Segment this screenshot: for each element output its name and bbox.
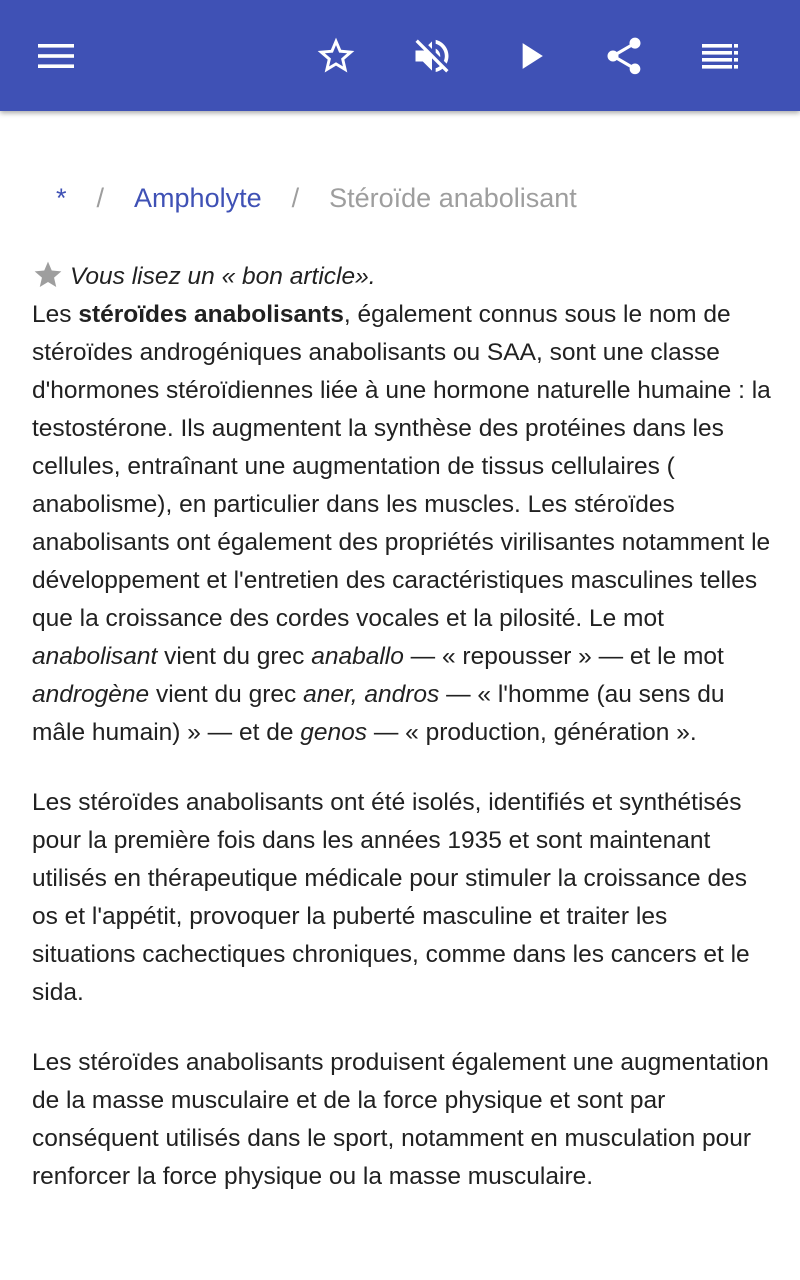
article-paragraph: Les stéroïdes anabolisants ont été isolés, identifiés et synthétisés pour la première fois dans les années 1935 et sont maintenant utilisés en thérapeutique médicale pour stimuler la croissance des os et l'appétit, provoquer la puberté masculine et traiter les situations cachectiques chroniques, comme dans les cancers et le sida. (32, 789, 750, 1006)
menu-icon (36, 41, 76, 71)
volume-off-icon (410, 34, 454, 78)
mute-button[interactable] (396, 0, 468, 111)
play-button[interactable] (494, 0, 566, 111)
breadcrumb-parent-link[interactable]: Ampholyte (134, 182, 262, 213)
italic-term: aner, andros (303, 681, 440, 708)
bookmark-button[interactable] (300, 0, 372, 111)
article-paragraph: Les stéroïdes anabolisants, également connus sous le nom de stéroïdes androgéniques anabolisants ou SAA, sont une classe d'hormones stéroïdiennes liée à une hormone naturelle humaine : la testostérone. Ils augmentent la synthèse des protéines dans les cellules, entraînant une augmentation de tissus cellulaires ( anabolisme), en particulier dans les muscles. Les stéroïdes anabolisants ont également des propriétés virilisantes notamment le développement et l'entretien des caractéristiques masculines telles que la croissance des cordes vocales et la pilosité. Le mot anabolisant vient du grec anaballo — « repousser » — et le mot androgène vient du grec aner, andros — « l'homme (au sens du mâle humain) » — et de genos — « production, génération ». (32, 301, 771, 746)
italic-term: anabolisant (32, 643, 158, 670)
share-icon (602, 34, 646, 78)
star-icon (32, 259, 64, 291)
italic-term: androgène (32, 681, 150, 708)
contents-button[interactable] (684, 0, 756, 111)
app-bar (0, 0, 800, 111)
good-article-notice (32, 258, 772, 296)
breadcrumb-separator: / (291, 182, 300, 213)
article-subject: stéroïdes anabolisants (78, 301, 344, 328)
good-article-text: Vous lisez un « bon article». (70, 263, 376, 290)
menu-button[interactable] (20, 0, 92, 111)
playlist-icon (700, 41, 740, 71)
article-paragraph: Les stéroïdes anabolisants produisent également une augmentation de la masse musculaire et de la force physique et sont par conséquent utilisés dans le sport, notamment en musculation pour renforcer la force physique ou la masse musculaire. (32, 1049, 769, 1190)
breadcrumb (56, 178, 577, 218)
breadcrumb-root-link[interactable]: * (56, 182, 67, 213)
breadcrumb-current: Stéroïde anabolisant (329, 182, 577, 213)
italic-term: anaballo (311, 643, 404, 670)
breadcrumb-separator: / (96, 182, 105, 213)
italic-term: genos (300, 719, 368, 746)
share-button[interactable] (588, 0, 660, 111)
article-content (32, 258, 772, 1196)
play-icon (508, 34, 552, 78)
star-outline-icon (314, 34, 358, 78)
